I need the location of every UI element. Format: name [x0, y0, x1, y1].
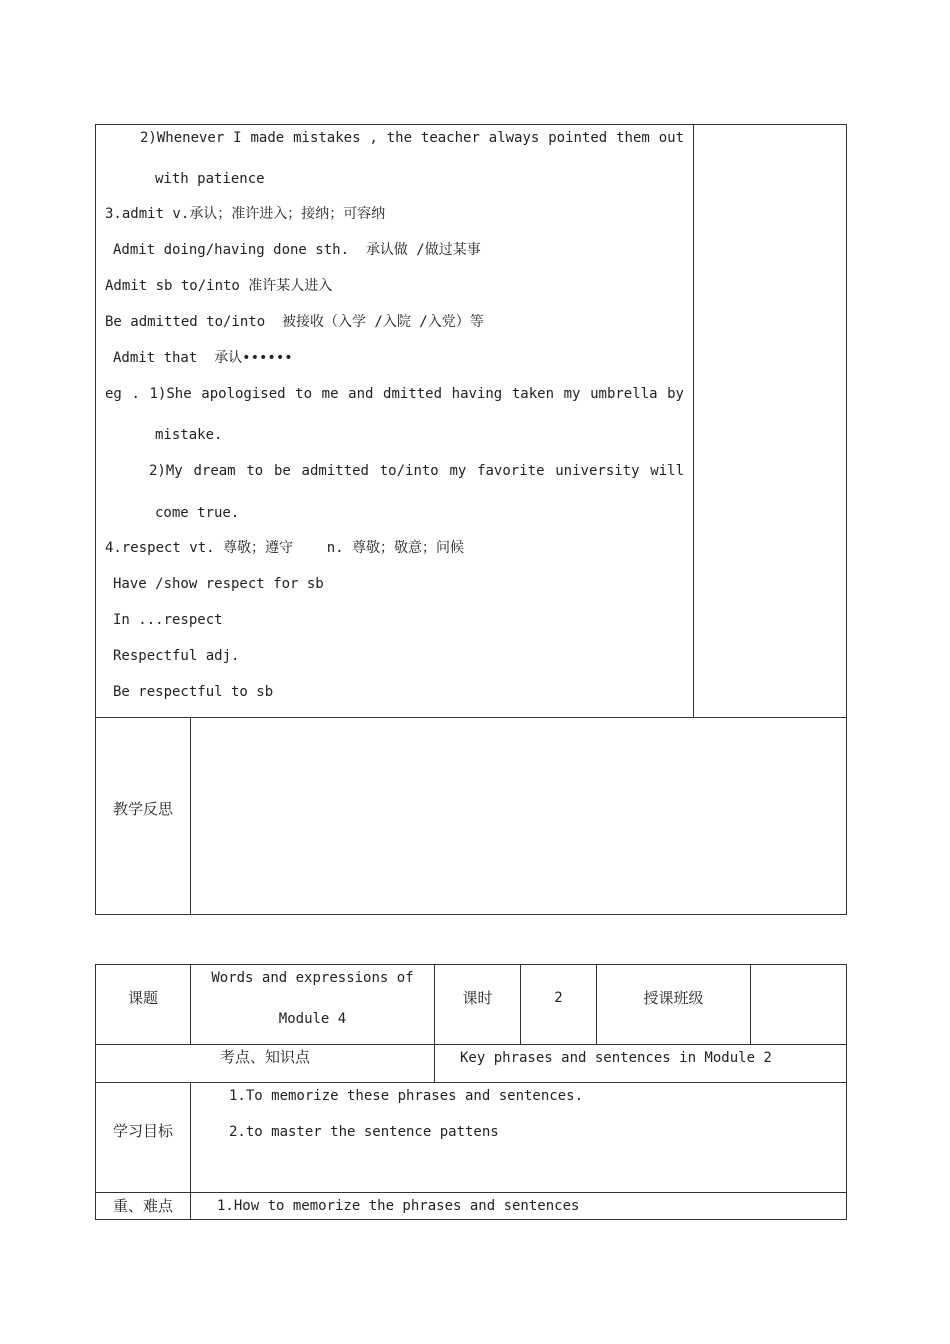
row-divider-2: [95, 1082, 847, 1083]
class-label: 授课班级: [643, 989, 704, 1007]
respect-usage-4: Be respectful to sb: [113, 684, 274, 700]
reflection-label-divider: [190, 717, 191, 915]
admit-heading: 3.admit v.承认；准许进入；接纳；可容纳: [105, 206, 386, 222]
admit-example-2-part2: come true.: [155, 505, 240, 521]
col-divider-label-lower: [190, 1082, 191, 1220]
topic-value-line1: Words and expressions of: [211, 970, 414, 986]
admit-usage-2: Admit sb to/into 准许某人进入: [105, 278, 333, 294]
example-line-2-part2: with patience: [155, 171, 265, 187]
topic-label: 课题: [127, 989, 158, 1007]
period-value: 2: [554, 990, 563, 1006]
admit-usage-4: Admit that 承认••••••: [113, 350, 293, 366]
row-divider-1: [95, 1044, 847, 1045]
points-label: 考点、知识点: [219, 1048, 310, 1066]
admit-usage-3: Be admitted to/into 被接收（入学 /入院 /入党）等: [105, 314, 484, 330]
difficulty-value: 1.How to memorize the phrases and sentences: [217, 1198, 580, 1214]
notes-right-column-divider: [693, 124, 694, 718]
col-divider-topic: [434, 964, 435, 1082]
admit-example-1-part2: mistake.: [155, 427, 223, 443]
respect-usage-1: Have /show respect for sb: [113, 576, 324, 592]
notes-reflection-divider: [95, 717, 847, 718]
admit-example-1-part1: eg . 1)She apologised to me and dmitted having taken my umbrella by: [105, 386, 684, 402]
goal-item-2: 2.to master the sentence pattens: [229, 1124, 499, 1140]
points-value: Key phrases and sentences in Module 2: [460, 1050, 772, 1066]
admit-example-2-part1: 2)My dream to be admitted to/into my favorite university will: [149, 463, 684, 479]
example-line-2-part1: 2)Whenever I made mistakes , the teacher always pointed them out: [140, 130, 684, 146]
respect-usage-3: Respectful adj.: [113, 648, 240, 664]
col-divider-class-label: [750, 964, 751, 1044]
reflection-label: 教学反思: [112, 800, 173, 818]
period-label: 课时: [462, 989, 493, 1007]
admit-usage-1: Admit doing/having done sth. 承认做 /做过某事: [113, 242, 481, 258]
goal-item-1: 1.To memorize these phrases and sentences.: [229, 1088, 584, 1104]
topic-value-line2: Module 4: [278, 1011, 347, 1027]
respect-usage-2: In ...respect: [113, 612, 223, 628]
goals-label: 学习目标: [112, 1122, 173, 1140]
respect-heading: 4.respect vt. 尊敬；遵守 n. 尊敬；敬意；问候: [105, 540, 465, 556]
row-divider-3: [95, 1192, 847, 1193]
difficulty-label: 重、难点: [112, 1197, 173, 1215]
